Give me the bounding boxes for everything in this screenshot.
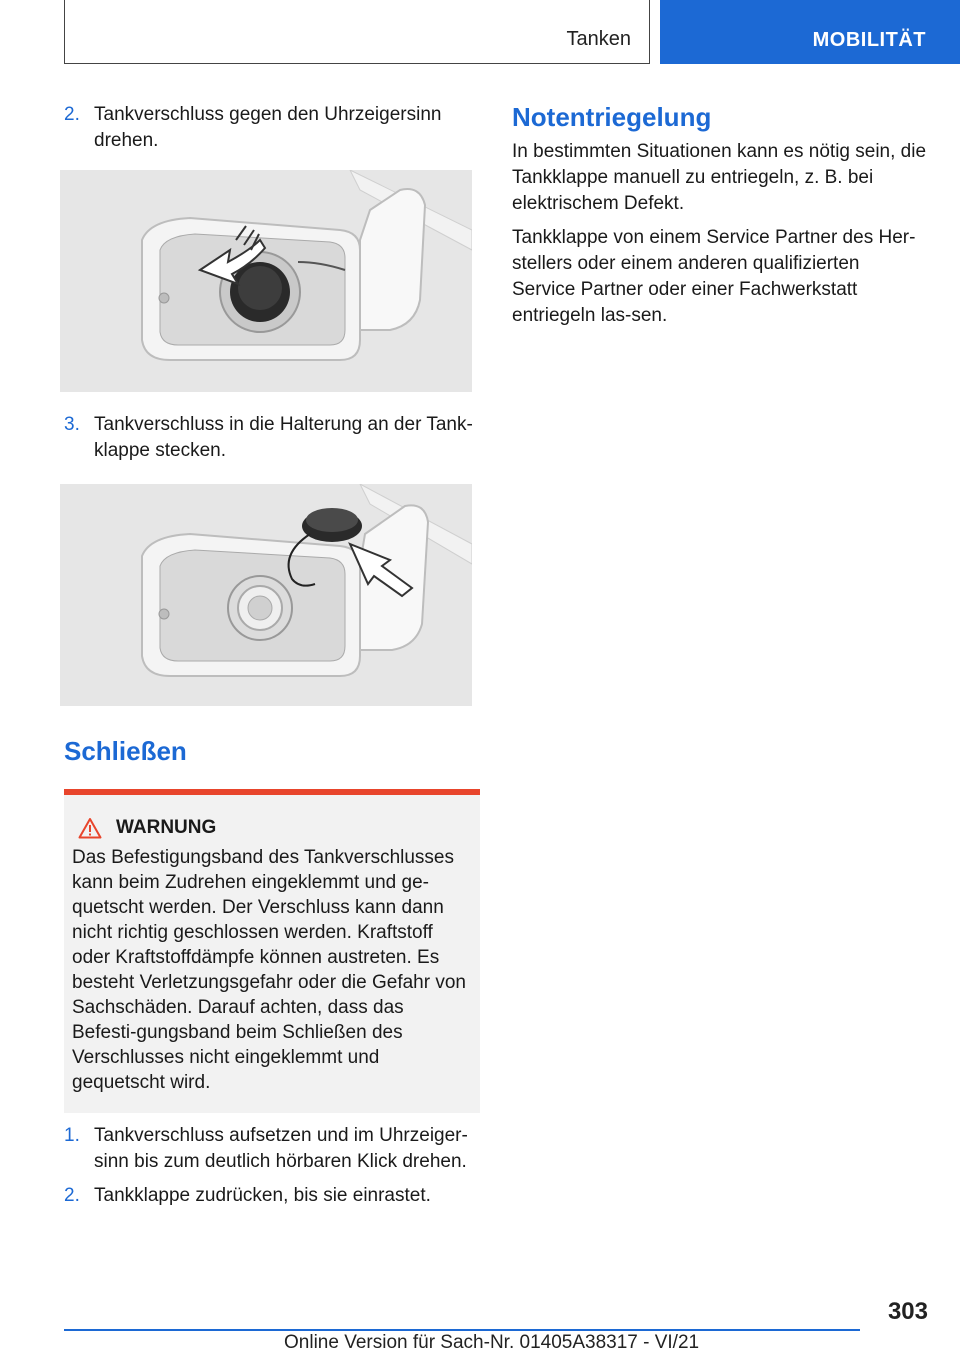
step-number: 2. [64,104,80,125]
right-column [512,102,928,329]
step-text: Tankverschluss aufsetzen und im Uhrzeiger-sinn bis zum deutlich hörbaren Klick drehen. [94,1125,468,1172]
warning-title: WARNUNG [116,817,217,838]
warning-header [78,817,472,839]
step-text: Tankverschluss gegen den Uhrzeigersinn drehen. [94,104,442,151]
fuel-cap-turn-illustration [60,170,472,392]
page-number: 303 [887,1298,928,1325]
emergency-release-paragraph-2: Tankklappe von einem Service Partner des Her-stellers oder einem anderen qualifizierten Service Partner oder einer Fachwerkstatt entriegeln las-sen. [512,227,916,326]
step-text: Tankklappe zudrücken, bis sie einrastet. [94,1185,431,1206]
warning-text: Das Befestigungsband des Tankverschlusses kann beim Zudrehen eingeklemmt und ge-quetscht werden. Der Verschluss kann dann nicht richtig geschlossen werden. Kraftstoff oder Kraftstoffdämpfe können austreten. Es besteht Verletzungsgefahr oder die Gefahr von Sachschäden. Darauf achten, dass das Befesti-gungsband beim Schließen des Verschlusses nicht eingeklemmt und gequetscht wird. [72,847,466,1093]
fuel-cap-holder-illustration [60,484,472,706]
open-step-2 [64,102,480,154]
warning-box [64,789,480,1113]
step-text: Tankverschluss in die Halterung an der Tank-klappe stecken. [94,414,473,461]
chapter-label: MOBILITÄT [812,29,926,51]
emergency-release-heading: Notentriegelung [512,102,712,132]
close-step-1 [64,1123,480,1175]
footer-divider [64,1329,860,1331]
chapter-tab[interactable] [660,0,960,64]
emergency-release-paragraph-1: In bestimmten Situationen kann es nötig sein, die Tankklappe manuell zu entriegeln, z. B. bei elektrischem Defekt. [512,141,927,214]
close-step-2 [64,1183,480,1209]
header-section-box [64,0,650,64]
step-number: 3. [64,414,80,435]
fuel-cap-holder-drawing [60,484,472,706]
left-column [64,102,480,1209]
section-title: Tanken [566,28,631,50]
fuel-cap-turn-drawing [60,170,472,392]
step-number: 2. [64,1185,80,1206]
footer-text: Online Version für Sach-Nr. 01405A38317 - VI/21 [284,1332,700,1353]
warning-triangle-icon [78,817,102,839]
close-heading: Schließen [64,736,187,766]
step-number: 1. [64,1125,80,1146]
open-step-3 [64,412,480,464]
